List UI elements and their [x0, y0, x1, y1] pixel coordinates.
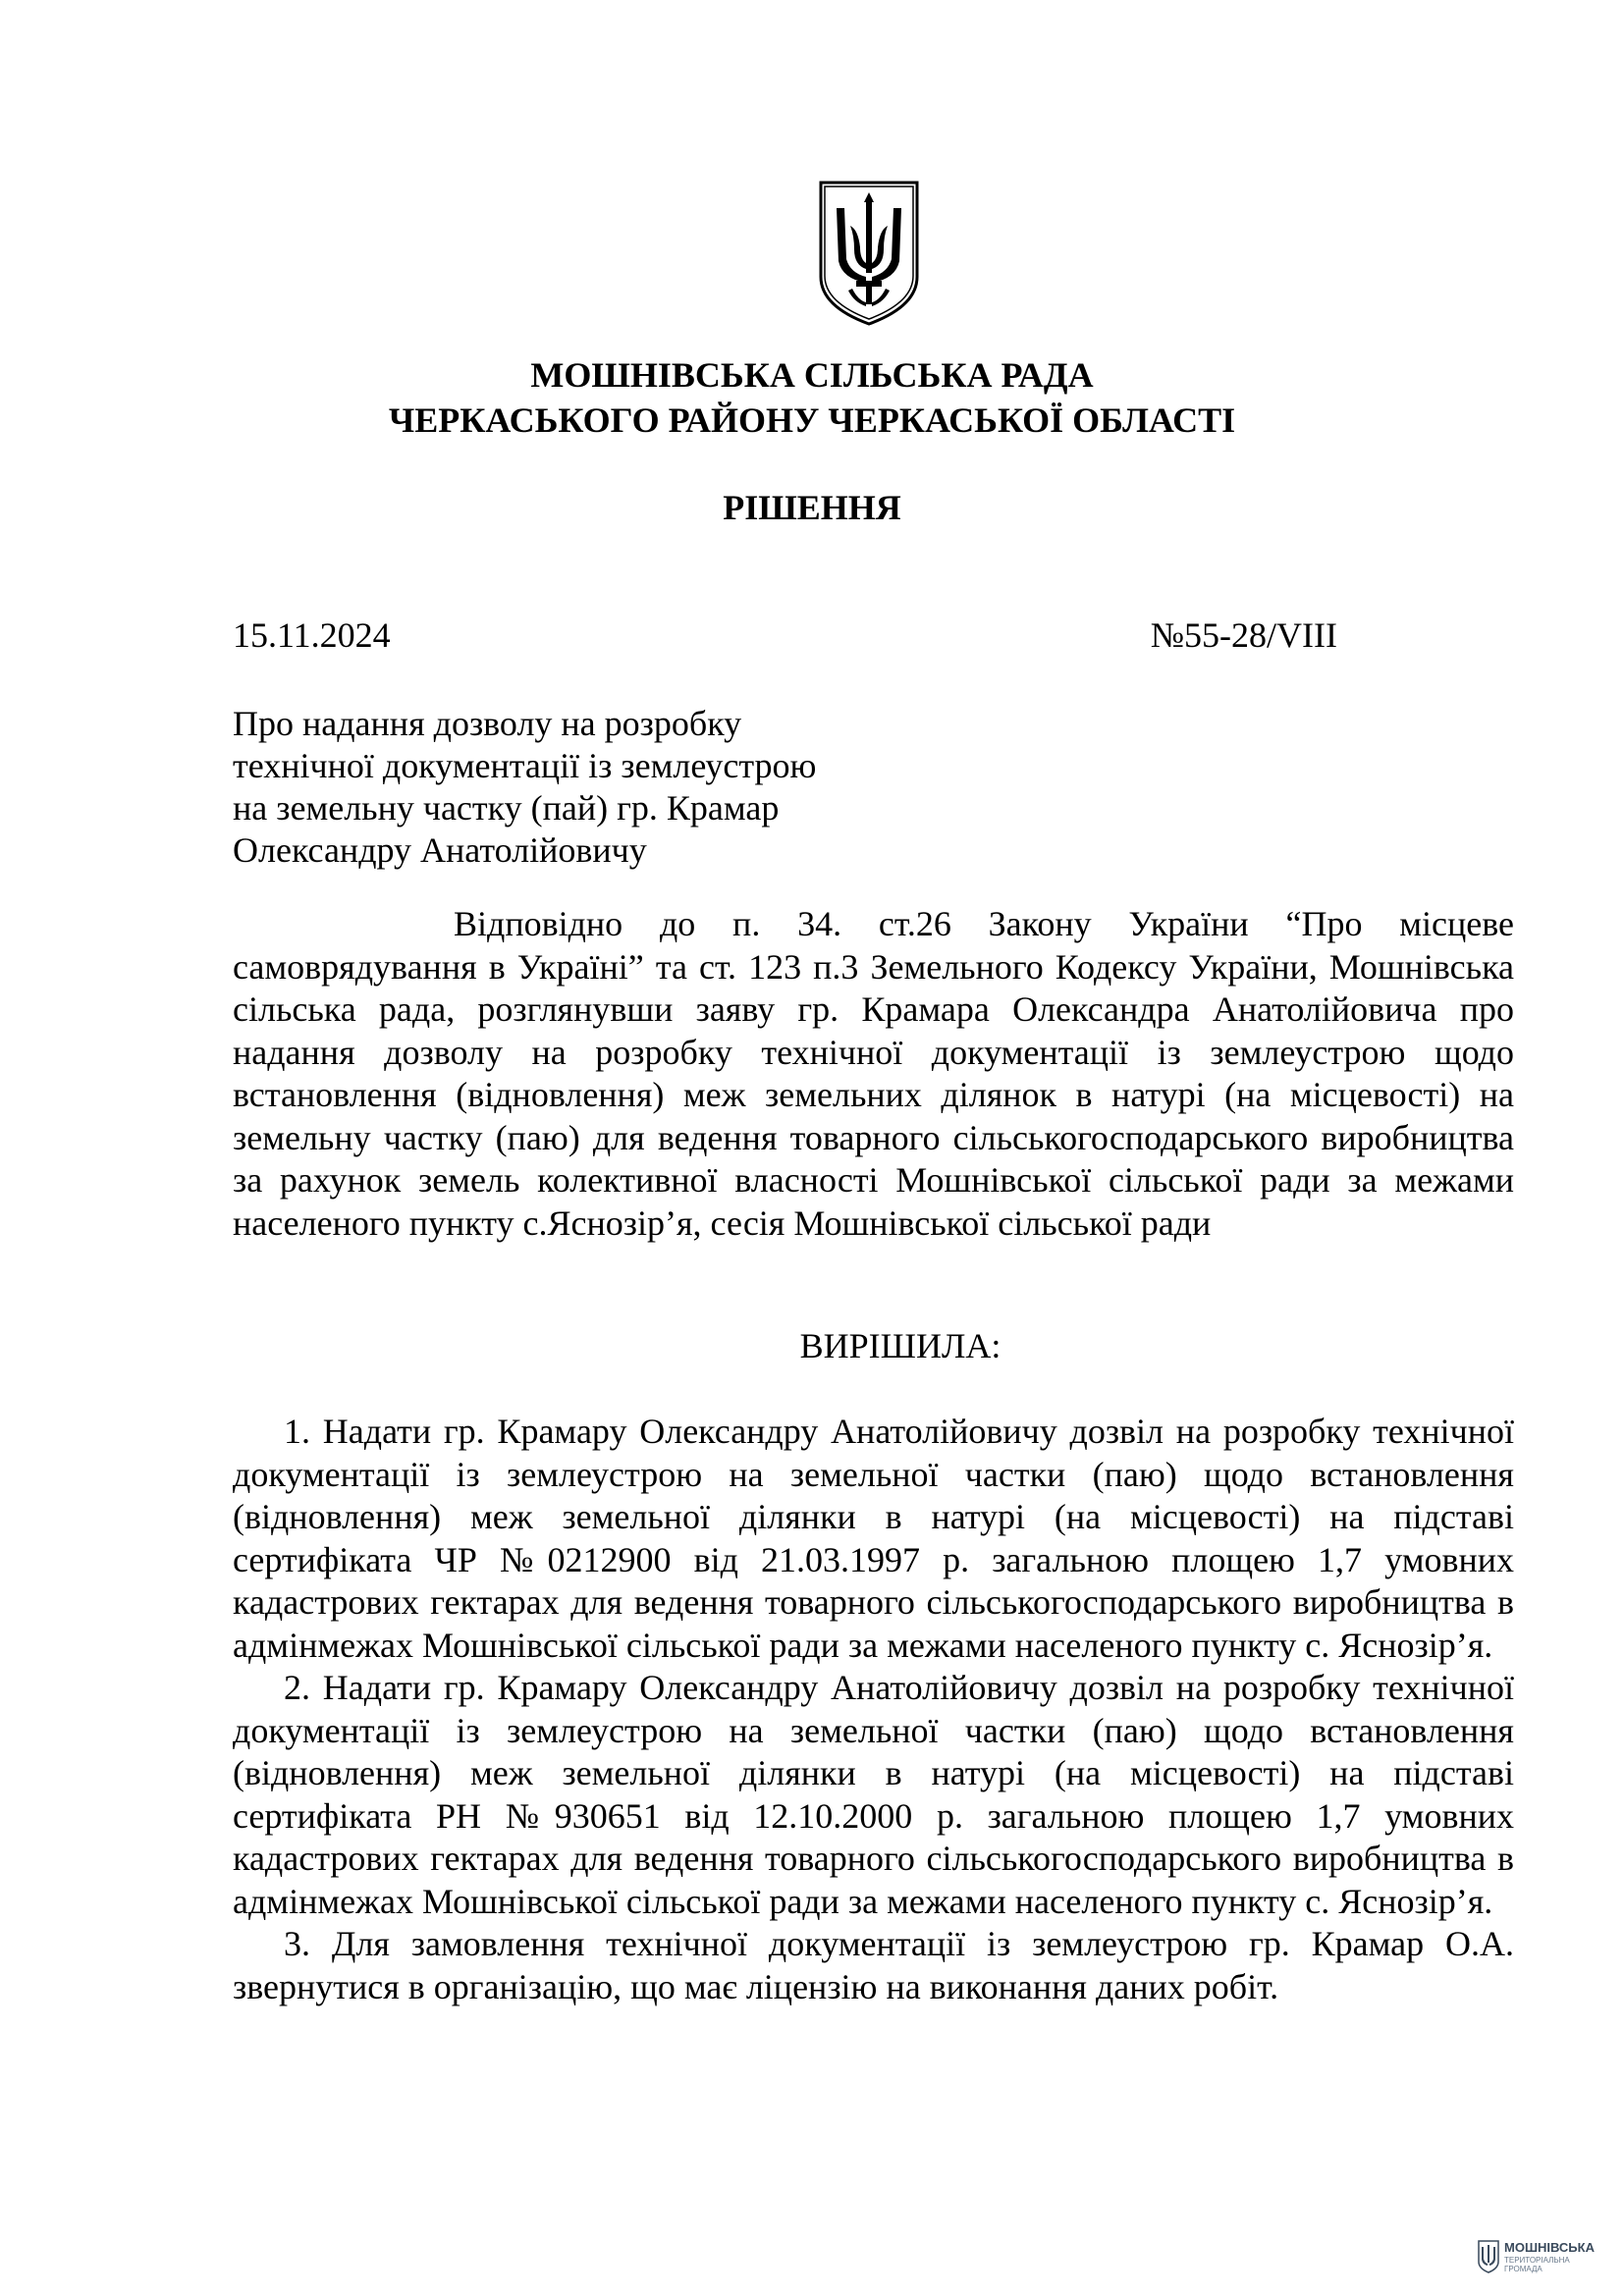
subject-line: технічної документації із землеустрою — [233, 746, 817, 785]
decision-item-1: 1. Надати гр. Крамару Олександру Анатолійовичу дозвіл на розробку технічної документації із землеустрою на земельної частки (паю) щодо встановлення (відновлення) меж земельної ділянки в натурі (на місцевості) на підставі сертифіката ЧР №0212900 від 21.03.1997 р. загальною площею 1,7 умовних кадастрових гектарах для ведення товарного сільськогосподарського виробництва в адмінмежах Мошнівської сільської ради за межами населеного пункту с. Яснозір’я. — [233, 1412, 1514, 1665]
decided-heading: ВИРІШИЛА: — [799, 1326, 1001, 1365]
logo-subtitle — [1504, 2256, 1570, 2273]
decision-subject — [233, 703, 940, 872]
community-trident-icon — [1478, 2240, 1499, 2273]
logo-subtitle-line: ТЕРИТОРІАЛЬНА — [1504, 2256, 1570, 2265]
preamble-paragraph: Відповідно до п. 34. ст.26 Закону України “Про місцеве самоврядування в Україні” та ст. 123 п.3 Земельного Кодексу України, Мошнівська сільська рада, розглянувши заяву гр. Крамара Олександра Анатолійовича про надання дозволу на розробку технічної документації із землеустрою щодо встановлення (відновлення) меж земельних ділянок в натурі (на місцевості) на земельну частку (паю) для ведення товарного сільськогосподарського виробництва за рахунок земель колективної власності Мошнівської сільської ради за межами населеного пункту с.Яснозір’я, сесія Мошнівської сільської ради — [233, 904, 1514, 1243]
subject-line: Про надання дозволу на розробку — [233, 704, 742, 743]
council-name: МОШНІВСЬКА СІЛЬСЬКА РАДА — [530, 355, 1094, 395]
subject-line: Олександру Анатолійовичу — [233, 830, 647, 870]
decision-number: №55-28/VIII — [1150, 615, 1337, 655]
decision-item-2: 2. Надати гр. Крамару Олександру Анатолійовичу дозвіл на розробку технічної документації із землеустрою на земельної частки (паю) щодо встановлення (відновлення) меж земельної ділянки в натурі (на місцевості) на підставі сертифіката РН №930651 від 12.10.2000 р. загальною площею 1,7 умовних кадастрових гектарах для ведення товарного сільськогосподарського виробництва в адмінмежах Мошнівської сільської ради за межами населеного пункту с. Яснозір’я. — [233, 1668, 1514, 1921]
council-district: ЧЕРКАСЬКОГО РАЙОНУ ЧЕРКАСЬКОЇ ОБЛАСТІ — [388, 400, 1236, 440]
logo-subtitle-line: ГРОМАДА — [1504, 2265, 1543, 2273]
decision-date: 15.11.2024 — [233, 615, 391, 655]
logo-title: МОШНІВСЬКА — [1504, 2240, 1595, 2255]
community-logo — [1478, 2238, 1596, 2277]
decision-items — [233, 1411, 1514, 2008]
subject-line: на земельну частку (пай) гр. Крамар — [233, 788, 780, 828]
decision-item-3: 3. Для замовлення технічної документації із землеустрою гр. Крамар О.А. звернутися в організацію, що має ліцензію на виконання даних робіт. — [233, 1924, 1514, 2006]
coat-of-arms-icon — [817, 179, 921, 328]
document-type-title: РІШЕННЯ — [723, 488, 901, 527]
